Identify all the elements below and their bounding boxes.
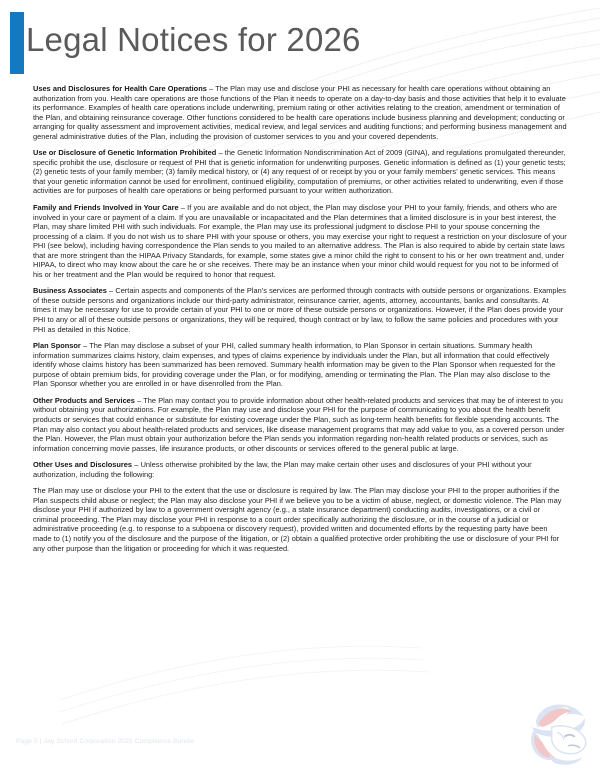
patriot-mascot-logo-icon	[528, 698, 594, 768]
paragraph	[33, 460, 567, 479]
paragraph-heading: Family and Friends Involved in Your Care	[33, 203, 179, 213]
paragraph-separator: –	[206, 84, 216, 93]
paragraph-heading: Use or Disclosure of Genetic Information Prohibited	[33, 148, 217, 158]
paragraph-separator: –	[132, 460, 141, 470]
paragraph-text: the Genetic Information Nondiscrimination Act of 2009 (GINA), and regulations promulgated thereunder, specific prohibit the use, disclosure or request of PHI that is genetic information for underwriting purposes. Genetic information is defined as (1) your genetic tests; (2) genetic tests of your family member; (3) family medical history, or (4) any request of or receipt by you or your family members’ genetic services. This means that your genetic information cannot be used for enrollment, continued eligibility, computation of premiums, or other activities related to underwriting, even if those activities are for purposes of health care operations or being performed pursuant to your written authorization.	[33, 148, 566, 196]
paragraph	[33, 203, 567, 279]
paragraph-separator: –	[216, 148, 225, 158]
document-body	[33, 84, 567, 553]
paragraph	[33, 396, 567, 453]
paragraph	[33, 486, 567, 553]
paragraph-text: Certain aspects and components of the Plan’s services are performed through contracts with outside persons or organizations. Examples of these outside persons and organizations include our third-party administrator, reinsurance carrier, agents, attorney, accountants, banks and consultants. At times it may be necessary for use to provide certain of your PHI to one or more of these outside persons or organizations. However, if the Plan does provide your PHI to any or all of these outside persons or organizations, they will be required, though contract or by law, to follow the same policies and procedures with your PHI as detailed in this Notice.	[33, 286, 566, 334]
footer-page-label: Page 5 | Jay School Corporation 2025 Compliance Bundle	[16, 738, 195, 745]
paragraph-heading: Business Associates	[33, 286, 107, 296]
paragraph-text: The Plan may use and disclose your PHI as necessary for health care operations without obtaining an authorization from you. Health care operations are those functions of the Plan it needs to operate on a day-to-day basis and those activities that help it to evaluate its performance. Examples of health care operations include underwriting, premium rating or other activities relating to the creation, amendment or termination of the Plan, and obtaining reinsurance coverage. Other functions considered to be health care operations include business planning and development; conducting or arranging for quality assessment and improvement activities, medical review, and legal services and auditing functions; and performing business management and general administrative duties of the Plan, including the provision of customer services to you and your covered dependents.	[33, 84, 567, 141]
paragraph-text: The Plan may use or disclose your PHI to the extent that the use or disclosure is required by law. The Plan may disclose your PHI to the proper authorities if the Plan suspects child abuse or neglect; the Plan may also disclose your PHI if we believe you to be a victim of abuse, neglect, or domestic violence. The Plan may disclose your PHI if authorized by law to a government oversight agency (e.g., a state insurance department) conducting audits, investigations, or a civil or criminal proceeding. The Plan may disclose your PHI in response to a court order specifically authorizing the disclosure, or in the course of a judicial or administrative proceeding (e.g. to response to a subpoena or discovery request), provided written and documented efforts by the requesting party have been made to (1) notify you of the disclosure and the purpose of the litigation, or (2) obtain a qualified protective order prohibiting the use or disclosure of your PHI for any other purpose than the litigation or proceeding for which it was requested.	[33, 486, 562, 553]
paragraph-separator: –	[134, 395, 144, 405]
paragraph-text: If you are available and do not object, the Plan may disclose your PHI to your family, friends, and others who are involved in your care or payment of a claim. If you are unavailable or incapacitated and the Plan determines that a limited disclosure is in your best interest, the Plan, may share limited PHI with such individuals. For example, the Plan may use its professional judgment to disclose PHI to your spouse concerning the processing of a claim. If you do not wish us to share PHI with your spouse or others, you may exercise your right to request a restriction on your disclosure of your PHI (see below), including having correspondence the Plan sends to you mailed to an alternative address. The Plan is also required to abide by certain state laws that are more stringent than the HIPAA Privacy Standards, for example, some states give a minor child the right to consent to his or her own treatment and, under HIPAA, to direct who may know about the care he or she receives. There may be an instance when your minor child would request for you not to be informed of his or her treatment and the Plan would be required to honor that request.	[33, 203, 567, 279]
paragraph-heading: Plan Sponsor	[33, 341, 81, 351]
paragraph-text: Unless otherwise prohibited by the law, the Plan may make certain other uses and disclosures of your PHI without your authorization, including the following:	[33, 460, 532, 479]
paragraph-separator: –	[106, 286, 116, 296]
paragraph-separator: –	[80, 341, 90, 351]
paragraph	[33, 148, 567, 196]
paragraph-text: The Plan may disclose a subset of your PHI, called summary health information, to Plan Sponsor in certain situations. Summary health information summarizes claims history, claim expenses, and types of claims experience by individuals under the Plan, but all information that could effectively identify whose claims history has been summarized has been removed. Summary health information may be given to the Plan Sponsor when requested for the purpose of obtain premium bids, for providing coverage under the Plan, or for modifying, amending or terminating the Plan. The Plan may also disclose to the Plan Sponsor whether you are enrolled in or have disenrolled from the Plan.	[33, 341, 556, 389]
page-title: Legal Notices for 2026	[26, 21, 361, 58]
paragraph-text: The Plan may contact you to provide information about other health-related products and services that may be of interest to you without obtaining your authorizations. For example, the Plan may use and disclose your PHI for the purpose of communicating to you about the health benefit products or services that could enhance or substitute for existing coverage under the Plan, such as long-term health benefits for flexible spending accounts. The Plan may also contact you about health-related products and services, like disease management programs that may add value to you, as a covered person under the Plan. However, the Plan must obtain your authorization before the Plan sends you information regarding non-health related products or services, such as information concerning movie passes, life insurance products, or other discounts or services offered to the general public at large.	[33, 395, 565, 453]
title-accent-bar	[10, 12, 24, 74]
paragraph-heading: Other Uses and Disclosures	[33, 460, 133, 470]
paragraph	[33, 341, 567, 389]
paragraph-heading: Uses and Disclosures for Health Care Operations	[33, 84, 207, 93]
paragraph	[33, 286, 567, 334]
paragraph-separator: –	[178, 203, 188, 213]
paragraph-heading: Other Products and Services	[33, 395, 135, 405]
paragraph	[33, 84, 567, 141]
